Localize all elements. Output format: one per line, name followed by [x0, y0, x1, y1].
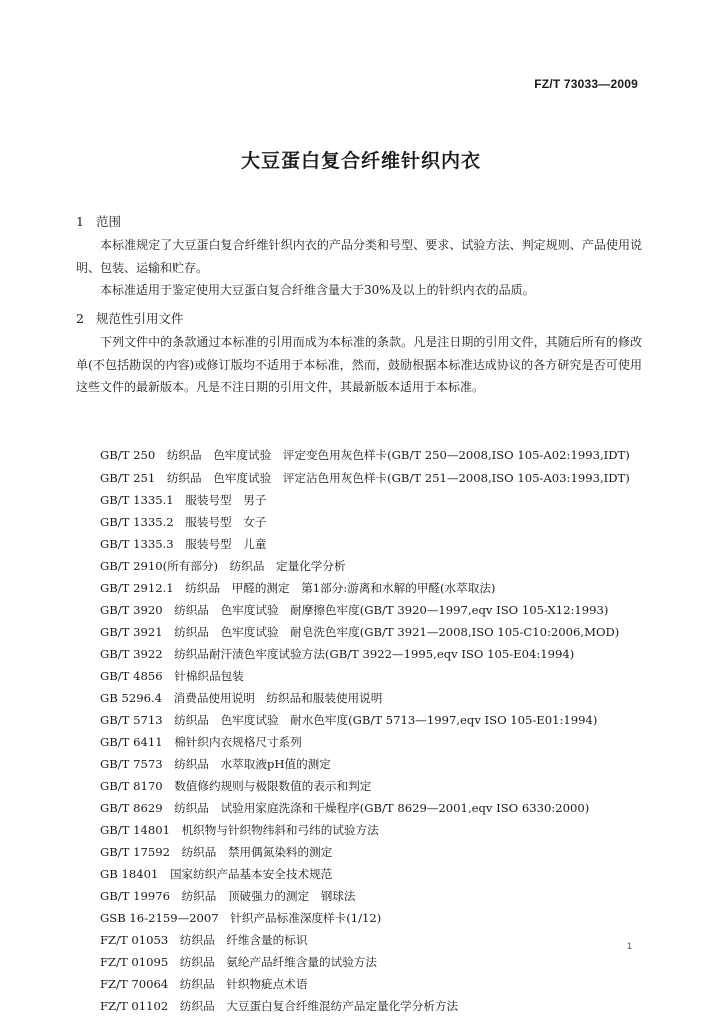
reference-item: GB/T 2910(所有部分) 纺织品 定量化学分析 [100, 559, 346, 573]
reference-item: FZ/T 01095 纺织品 氨纶产品纤维含量的试验方法 [100, 955, 377, 969]
reference-item: GB/T 250 纺织品 色牢度试验 评定变色用灰色样卡(GB/T 250—2008,ISO 105-A02:1993,IDT) [100, 448, 630, 462]
reference-item: GB/T 8629 纺织品 试验用家庭洗涤和干燥程序(GB/T 8629—2001,eqv ISO 6330:2000) [100, 801, 590, 815]
page-number: 1 [626, 941, 632, 951]
scope-paragraph-2 [76, 279, 642, 302]
reference-item: GB/T 17592 纺织品 禁用偶氮染料的测定 [100, 845, 333, 859]
document-title: 大豆蛋白复合纤维针织内衣 [240, 150, 481, 172]
reference-item: GB 5296.4 消费品使用说明 纺织品和服装使用说明 [100, 691, 383, 705]
reference-item: GB/T 14801 机织物与针织物纬斜和弓纬的试验方法 [100, 823, 379, 837]
section-2-heading [76, 309, 184, 327]
reference-item: FZ/T 01102 纺织品 大豆蛋白复合纤维混纺产品定量化学分析方法 [100, 999, 459, 1013]
reference-item: GB/T 19976 纺织品 顶破强力的测定 钢球法 [100, 889, 356, 903]
reference-item: GB/T 5713 纺织品 色牢度试验 耐水色牢度(GB/T 5713—1997,eqv ISO 105-E01:1994) [100, 713, 598, 727]
section-number: 1 [76, 214, 84, 229]
reference-item: GB/T 2912.1 纺织品 甲醛的测定 第1部分:游离和水解的甲醛(水萃取法) [100, 581, 496, 595]
paragraph-text: 本标准规定了大豆蛋白复合纤维针织内衣的产品分类和号型、要求、试验方法、判定规则、产品使用说明、包装、运输和贮存。 [76, 238, 642, 275]
reference-item: GB/T 251 纺织品 色牢度试验 评定沾色用灰色样卡(GB/T 251—2008,ISO 105-A03:1993,IDT) [100, 470, 630, 485]
reference-item: GB/T 6411 棉针织内衣规格尺寸系列 [100, 735, 302, 749]
reference-list [76, 444, 646, 1017]
reference-item: GB/T 3922 纺织品耐汗渍色牢度试验方法(GB/T 3922—1995,eqv ISO 105-E04:1994) [100, 647, 575, 661]
reference-item: GB/T 3921 纺织品 色牢度试验 耐皂洗色牢度(GB/T 3921—2008,ISO 105-C10:2006,MOD) [100, 625, 620, 639]
section-number: 2 [76, 311, 84, 326]
reference-item: GB/T 1335.2 服装号型 女子 [100, 515, 267, 529]
reference-item: GSB 16-2159—2007 针织产品标准深度样卡(1/12) [100, 911, 382, 925]
section-title: 规范性引用文件 [96, 311, 184, 326]
section-title: 范围 [96, 214, 122, 229]
references-intro [76, 331, 642, 399]
reference-item: FZ/T 70064 纺织品 针织物疵点术语 [100, 977, 308, 991]
reference-item: GB/T 3920 纺织品 色牢度试验 耐摩擦色牢度(GB/T 3920—1997,eqv ISO 105-X12:1993) [100, 603, 609, 617]
standard-code: FZ/T 73033—2009 [534, 77, 638, 91]
reference-item: GB/T 1335.3 服装号型 儿童 [100, 537, 267, 551]
reference-item: GB/T 7573 纺织品 水萃取液pH值的测定 [100, 757, 331, 771]
paragraph-text: 本标准适用于鉴定使用大豆蛋白复合纤维含量大于30%及以上的针织内衣的品质。 [100, 283, 535, 297]
paragraph-text: 下列文件中的条款通过本标准的引用而成为本标准的条款。凡是注日期的引用文件，其随后所有的修改单(不包括勘误的内容)或修订版均不适用于本标准，然而，鼓励根据本标准达成协议的各方研究是否可使用这些文件的最新版本。凡是不注日期的引用文件，其最新版本适用于本标准。 [76, 335, 642, 394]
section-1-heading [76, 212, 121, 230]
reference-item: GB/T 8170 数值修约规则与极限数值的表示和判定 [100, 779, 372, 793]
reference-item: GB/T 4856 针棉织品包装 [100, 669, 244, 683]
scope-paragraph-1 [76, 234, 642, 279]
reference-item: FZ/T 01053 纺织品 纤维含量的标识 [100, 933, 308, 947]
reference-item: GB/T 1335.1 服装号型 男子 [100, 493, 267, 507]
reference-item: GB 18401 国家纺织产品基本安全技术规范 [100, 867, 333, 881]
